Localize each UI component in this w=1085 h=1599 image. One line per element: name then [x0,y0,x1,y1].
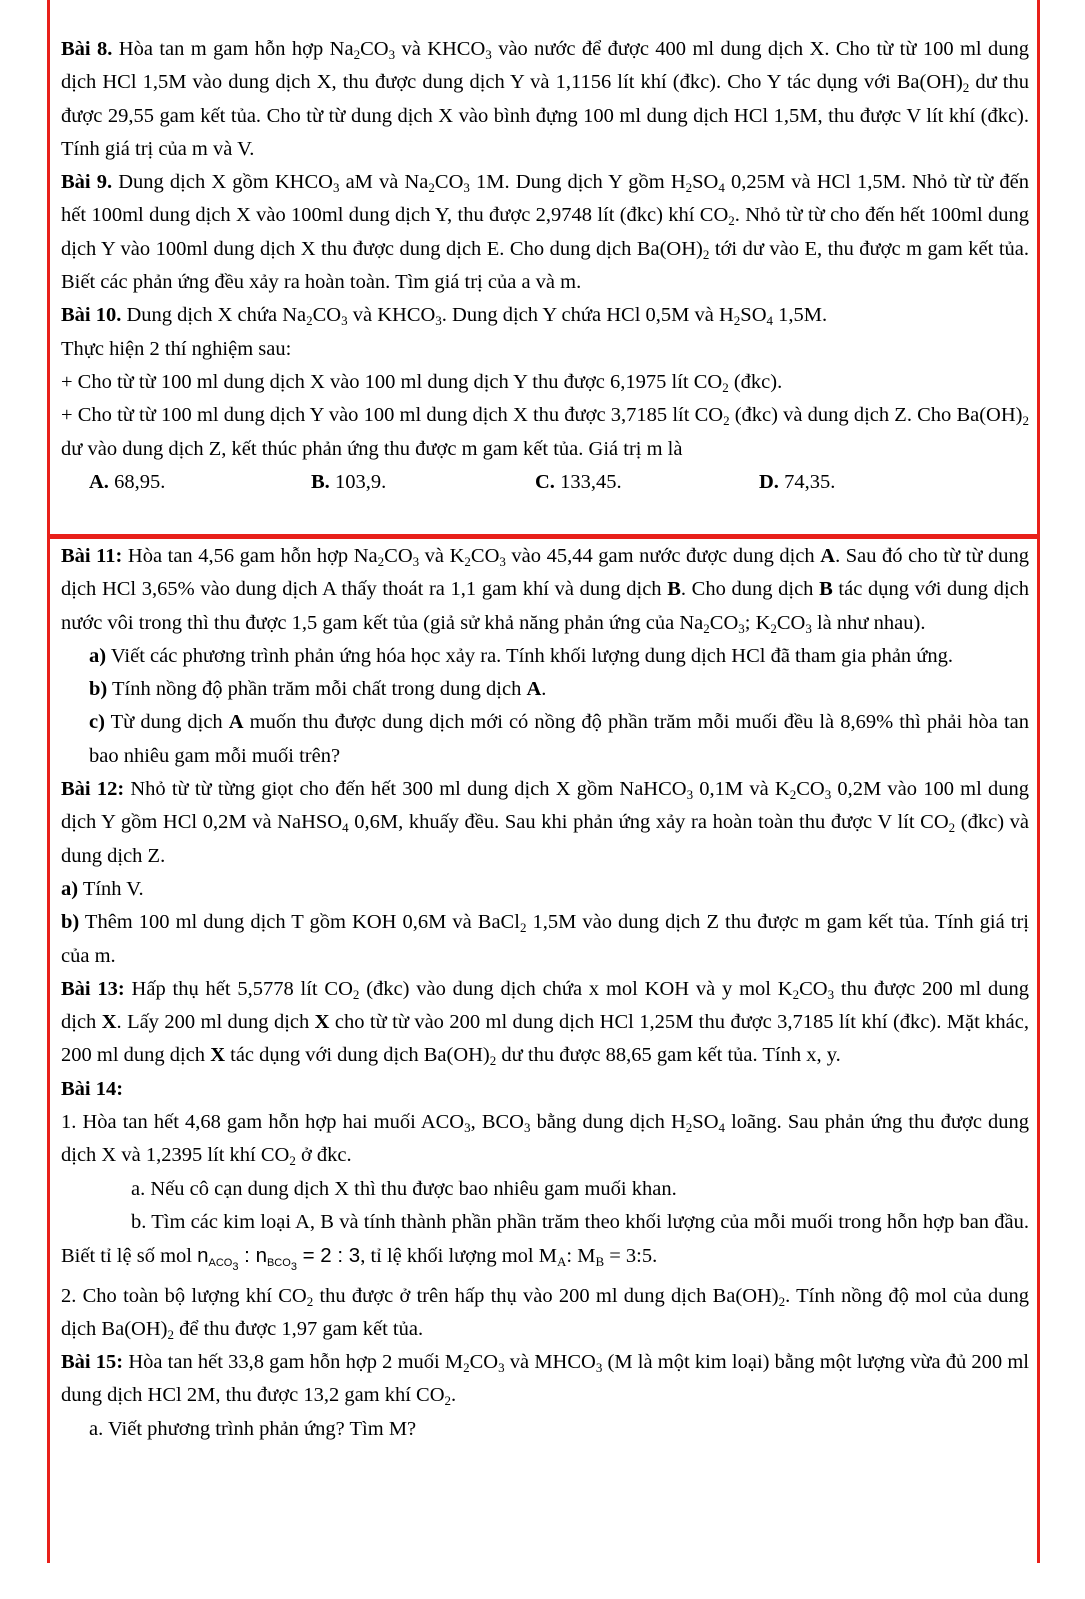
problem-9-heading: Bài 9. [61,171,113,194]
problem-8: Bài 8. Hòa tan m gam hỗn hợp $Na_2CO_3$ và $KHCO_3$ vào nước để được 400 ml dung dịch X. Cho từ từ 100 ml dung dịch HCl 1,5M vào dung dịch X, thu được dung dịch Y và 1,1156 lít khí (đkc). Cho Y tác dụng với $Ba(OH)_2$ dư thu được 29,55 gam kết tủa. Cho từ từ dung dịch X vào bình đựng 100 ml dung dịch HCl 1,5M, thu được V lít khí (đkc). Tính giá trị của m và V. [61,38,1030,160]
problem-14-part-1: 1. Hòa tan hết 4,68 gam hỗn hợp hai muối $ACO_3$, $BCO_3$ bằng dung dịch $H_2SO_4$ loãng. Sau phản ứng thu được dung dịch X và 1,2395 lít khí $CO_2$ ở đkc. [61,1111,1030,1169]
problem-13-heading: Bài 13: [61,977,125,1000]
problem-11-part-a: a) Viết các phương trình phản ứng hóa học xảy ra. Tính khối lượng dung dịch HCl đã tham gia phản ứng. [89,644,954,667]
problem-14-part-2: 2. Cho toàn bộ lượng khí $CO_2$ thu được ở trên hấp thụ vào 200 ml dung dịch $Ba(OH)_2$. Tính nồng độ mol của dung dịch $Ba(OH)_2$ để thu được 1,97 gam kết tủa. [61,1284,1029,1342]
problem-12-part-b: b) Thêm 100 ml dung dịch T gồm KOH 0,6M và BaCl$_2$ 1,5M vào dung dịch Z thu được m gam kết tủa. Tính giá trị của m. [61,911,1030,967]
problem-14-heading: Bài 14: [61,1077,124,1100]
answer-options [61,466,1029,499]
option-c: C. 133,45. [535,470,622,493]
problem-15: Bài 15: Hòa tan hết 33,8 gam hỗn hợp 2 muối $M_2CO_3$ và $MHCO_3$ (M là một kim loại) bằng một lượng vừa đủ 200 ml dung dịch HCl 2M, thu được 13,2 gam khí $CO_2$. [61,1351,1030,1409]
problem-10-experiment-1: + Cho từ từ 100 ml dung dịch X vào 100 ml dung dịch Y thu được 6,1975 lít $CO_2$ (đkc). [61,370,783,395]
problem-10: Bài 10. Dung dịch X chứa $Na_2CO_3$ và $KHCO_3$. Dung dịch Y chứa HCl 0,5M và $H_2SO_4$ 1,5M. [61,304,828,329]
problem-14-part-1b: b. Tìm các kim loại A, B và tính thành phần phần trăm theo khối lượng của mỗi muối trong hỗn hợp ban đầu. Biết tỉ lệ số mol $n_{ACO_3}$ : $n_{BCO_3} = 2$ : 3, tỉ lệ khối lượng mol $M_A$: $M_B$ = 3:5. [61,1210,1029,1274]
right-red-border [1037,0,1040,1563]
problem-11-part-b: b) Tính nồng độ phần trăm mỗi chất trong dung dịch A. [89,678,547,701]
problem-12: Bài 12: Nhỏ từ từ từng giọt cho đến hết 300 ml dung dịch X gồm NaHCO$_3$ 0,1M và $K_2CO_3$ 0,2M vào 100 ml dung dịch Y gồm HCl 0,2M và NaHSO$_4$ 0,6M, khuấy đều. Sau khi phản ứng xảy ra hoàn toàn thu được V lít $CO_2$ (đkc) và dung dịch Z. [61,778,1030,867]
problem-13: Bài 13: Hấp thụ hết 5,5778 lít $CO_2$ (đkc) vào dung dịch chứa x mol KOH và y mol $K_2CO_3$ thu được 200 ml dung dịch X. Lấy 200 ml dung dịch X cho từ từ vào 200 ml dung dịch HCl 1,25M thu được 3,7185 lít khí (đkc). Mặt khác, 200 ml dung dịch X tác dụng với dung dịch $Ba(OH)_2$ dư thu được 88,65 gam kết tủa. Tính x, y. [61,977,1030,1069]
option-a: A. 68,95. [89,470,166,493]
problem-8-heading: Bài 8. [61,38,113,60]
problem-11-part-c: c) Từ dung dịch A muốn thu được dung dịch mới có nồng độ phần trăm mỗi muối đều là 8,69% thì phải hòa tan bao nhiêu gam mỗi muối trên? [89,711,1029,767]
option-b: B. 103,9. [311,470,387,493]
left-red-border [47,0,50,1563]
problem-11: Bài 11: Hòa tan 4,56 gam hỗn hợp $Na_2CO_3$ và $K_2CO_3$ vào 45,44 gam nước được dung dịch A. Sau đó cho từ từ dung dịch HCl 3,65% vào dung dịch A thấy thoát ra 1,1 gam khí và dung dịch B. Cho dung dịch B tác dụng với dung dịch nước vôi trong thì thu được 1,5 gam kết tủa (giả sử khả năng phản ứng của $Na_2CO_3$; $K_2CO_3$ là như nhau). [61,545,1029,636]
problem-10-heading: Bài 10. [61,304,122,327]
upper-section [61,33,1029,499]
problem-12-part-a: a) Tính V. [61,877,144,900]
problem-15-heading: Bài 15: [61,1351,124,1374]
problem-12-heading: Bài 12: [61,778,125,801]
problem-10-line2: Thực hiện 2 thí nghiệm sau: [61,337,292,360]
mole-ratio-formula: $n_{ACO_3}$ : $n_{BCO_3} = 2$ : 3 [197,1244,361,1274]
problem-15-part-a: a. Viết phương trình phản ứng? Tìm M? [89,1417,417,1440]
problem-14-part-1a: a. Nếu cô cạn dung dịch X thì thu được bao nhiêu gam muối khan. [131,1177,677,1200]
problem-10-experiment-2: + Cho từ từ 100 ml dung dịch Y vào 100 ml dung dịch X thu được 3,7185 lít $CO_2$ (đkc) và dung dịch Z. Cho $Ba(OH)_2$ dư vào dung dịch Z, kết thúc phản ứng thu được m gam kết tủa. Giá trị m là [61,404,1029,460]
problem-9: Bài 9. Dung dịch X gồm $KHCO_3$ aM và $Na_2CO_3$ 1M. Dung dịch Y gồm $H_2SO_4$ 0,25M và HCl 1,5M. Nhỏ từ từ đến hết 100ml dung dịch X vào 100ml dung dịch Y, thu được 2,9748 lít (đkc) khí $CO_2$. Nhỏ từ từ cho đến hết 100ml dung dịch Y vào 100ml dung dịch X thu được dung dịch E. Cho dung dịch $Ba(OH)_2$ tới dư vào E, thu được m gam kết tủa. Biết các phản ứng đều xảy ra hoàn toàn. Tìm giá trị của a và m. [61,171,1030,294]
problem-11-heading: Bài 11: [61,545,123,567]
section-divider [47,534,1040,539]
lower-section [61,540,1029,1446]
option-d: D. 74,35. [759,470,836,493]
